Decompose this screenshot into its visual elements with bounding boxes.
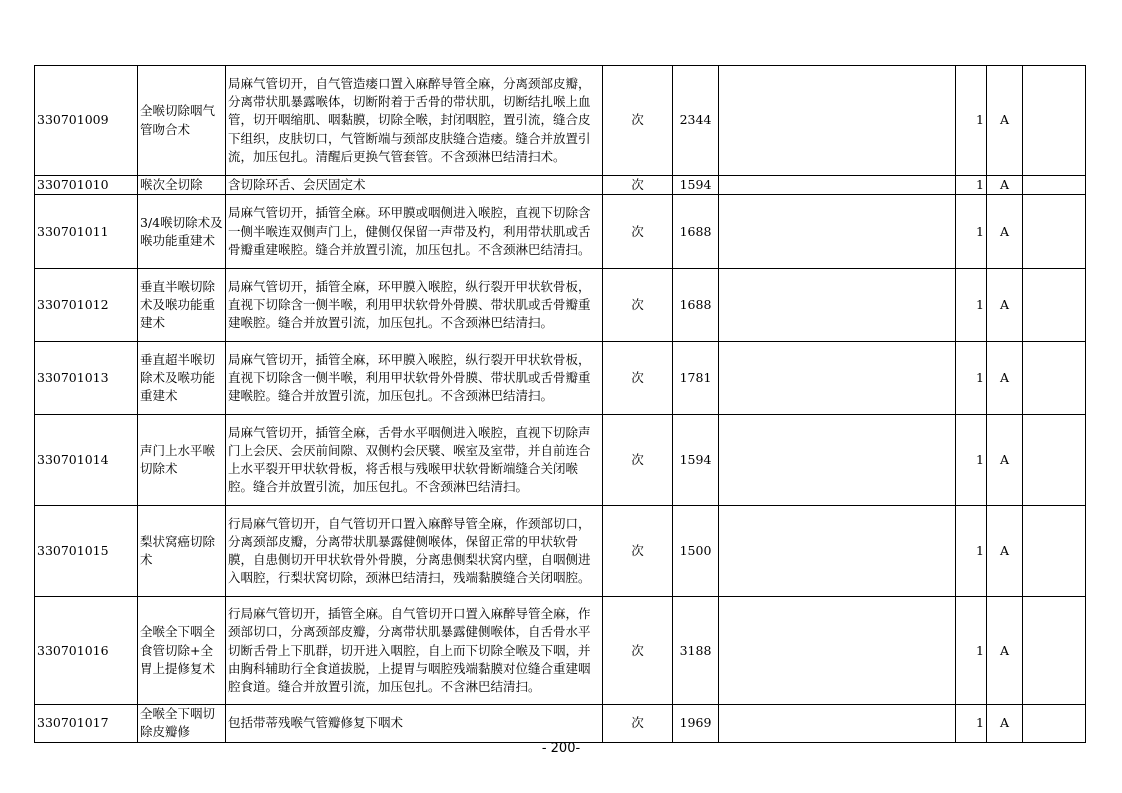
item-unit: 次 [603, 506, 673, 597]
item-name: 全喉全下咽切除皮瓣修 [138, 705, 226, 742]
fee-table [34, 65, 1086, 743]
table-row [35, 195, 1086, 269]
table-row [35, 66, 1086, 176]
item-name: 全喉全下咽全食管切除+全胃上提修复术 [138, 597, 226, 705]
item-name: 3/4喉切除术及喉功能重建术 [138, 195, 226, 269]
item-class: A [987, 195, 1023, 269]
item-price: 2344 [673, 66, 719, 176]
item-description: 包括带蒂残喉气管瓣修复下咽术 [226, 705, 603, 742]
item-code: 330701015 [35, 506, 138, 597]
table-row [35, 415, 1086, 506]
item-quantity: 1 [956, 597, 987, 705]
table-row [35, 176, 1086, 195]
item-extra [1023, 176, 1086, 195]
item-code: 330701010 [35, 176, 138, 195]
item-code: 330701016 [35, 597, 138, 705]
item-class: A [987, 176, 1023, 195]
item-note [719, 195, 956, 269]
item-name: 梨状窝癌切除术 [138, 506, 226, 597]
item-extra [1023, 195, 1086, 269]
item-code: 330701011 [35, 195, 138, 269]
item-note [719, 415, 956, 506]
item-price: 1781 [673, 342, 719, 415]
item-description: 局麻气管切开，插管全麻，舌骨水平咽侧进入喉腔，直视下切除声门上会厌、会厌前间隙、双侧杓会厌襞、喉室及室带，并自前连合上水平裂开甲状软骨板，将舌根与残喉甲状软骨断端缝合关闭喉腔。缝合并放置引流，加压包扎。不含颈淋巴结清扫。 [226, 415, 603, 506]
item-quantity: 1 [956, 66, 987, 176]
item-class: A [987, 269, 1023, 342]
item-price: 1688 [673, 269, 719, 342]
item-code: 330701014 [35, 415, 138, 506]
item-class: A [987, 415, 1023, 506]
item-note [719, 342, 956, 415]
page-number: - 200- [541, 741, 581, 756]
item-class: A [987, 66, 1023, 176]
item-name: 喉次全切除 [138, 176, 226, 195]
item-extra [1023, 705, 1086, 742]
item-unit: 次 [603, 195, 673, 269]
item-extra [1023, 342, 1086, 415]
item-class: A [987, 705, 1023, 742]
item-unit: 次 [603, 342, 673, 415]
item-extra [1023, 269, 1086, 342]
item-quantity: 1 [956, 176, 987, 195]
item-unit: 次 [603, 176, 673, 195]
item-description: 行局麻气管切开，自气管切开口置入麻醉导管全麻，作颈部切口，分离颈部皮瓣，分离带状肌暴露健侧喉体，保留正常的甲状软骨膜，自患侧切开甲状软骨外骨膜，分离患侧梨状窝内壁，自咽侧进入咽腔，行梨状窝切除，颈淋巴结清扫，残端黏膜缝合关闭咽腔。 [226, 506, 603, 597]
item-code: 330701012 [35, 269, 138, 342]
item-description: 局麻气管切开，自气管造瘘口置入麻醉导管全麻，分离颈部皮瓣，分离带状肌暴露喉体，切断附着于舌骨的带状肌，切断结扎喉上血管，切开咽缩肌、咽黏膜，切除全喉，封闭咽腔，置引流，缝合皮下组织，皮肤切口，气管断端与颈部皮肤缝合造瘘。缝合并放置引流，加压包扎。清醒后更换气管套管。不含颈淋巴结清扫术。 [226, 66, 603, 176]
item-note [719, 66, 956, 176]
table-row [35, 506, 1086, 597]
item-unit: 次 [603, 705, 673, 742]
item-description: 含切除环舌、会厌固定术 [226, 176, 603, 195]
item-extra [1023, 506, 1086, 597]
table-row [35, 269, 1086, 342]
table-row [35, 597, 1086, 705]
item-quantity: 1 [956, 705, 987, 742]
item-extra [1023, 66, 1086, 176]
item-description: 局麻气管切开，插管全麻。环甲膜或咽侧进入喉腔，直视下切除含一侧半喉连双侧声门上，健侧仅保留一声带及杓，利用带状肌或舌骨瓣重建喉腔。缝合并放置引流，加压包扎。不含颈淋巴结清扫。 [226, 195, 603, 269]
item-note [719, 269, 956, 342]
item-description: 局麻气管切开，插管全麻，环甲膜入喉腔，纵行裂开甲状软骨板，直视下切除含一侧半喉，利用甲状软骨外骨膜、带状肌或舌骨瓣重建喉腔。缝合并放置引流，加压包扎。不含颈淋巴结清扫。 [226, 342, 603, 415]
item-description: 局麻气管切开，插管全麻，环甲膜入喉腔，纵行裂开甲状软骨板，直视下切除含一侧半喉，利用甲状软骨外骨膜、带状肌或舌骨瓣重建喉腔。缝合并放置引流，加压包扎。不含颈淋巴结清扫。 [226, 269, 603, 342]
item-quantity: 1 [956, 415, 987, 506]
item-extra [1023, 597, 1086, 705]
item-quantity: 1 [956, 195, 987, 269]
item-name: 垂直超半喉切除术及喉功能重建术 [138, 342, 226, 415]
item-name: 声门上水平喉切除术 [138, 415, 226, 506]
item-name: 垂直半喉切除术及喉功能重建术 [138, 269, 226, 342]
item-class: A [987, 506, 1023, 597]
item-quantity: 1 [956, 342, 987, 415]
table-row [35, 705, 1086, 742]
item-quantity: 1 [956, 506, 987, 597]
item-code: 330701017 [35, 705, 138, 742]
table-row [35, 342, 1086, 415]
item-name: 全喉切除咽气管吻合术 [138, 66, 226, 176]
item-price: 1594 [673, 176, 719, 195]
item-unit: 次 [603, 269, 673, 342]
item-note [719, 506, 956, 597]
item-unit: 次 [603, 66, 673, 176]
item-extra [1023, 415, 1086, 506]
item-note [719, 705, 956, 742]
item-class: A [987, 342, 1023, 415]
item-quantity: 1 [956, 269, 987, 342]
item-note [719, 176, 956, 195]
item-price: 1969 [673, 705, 719, 742]
item-price: 1500 [673, 506, 719, 597]
item-price: 1688 [673, 195, 719, 269]
item-code: 330701013 [35, 342, 138, 415]
item-price: 3188 [673, 597, 719, 705]
item-note [719, 597, 956, 705]
item-unit: 次 [603, 415, 673, 506]
item-code: 330701009 [35, 66, 138, 176]
item-class: A [987, 597, 1023, 705]
item-description: 行局麻气管切开，插管全麻。自气管切开口置入麻醉导管全麻，作颈部切口，分离颈部皮瓣，分离带状肌暴露健侧喉体，自舌骨水平切断舌骨上下肌群，切开进入咽腔，自上而下切除全喉及下咽，并由胸科辅助行全食道拔脱，上提胃与咽腔残端黏膜对位缝合重建咽腔食道。缝合并放置引流，加压包扎。不含淋巴结清扫。 [226, 597, 603, 705]
item-unit: 次 [603, 597, 673, 705]
item-price: 1594 [673, 415, 719, 506]
